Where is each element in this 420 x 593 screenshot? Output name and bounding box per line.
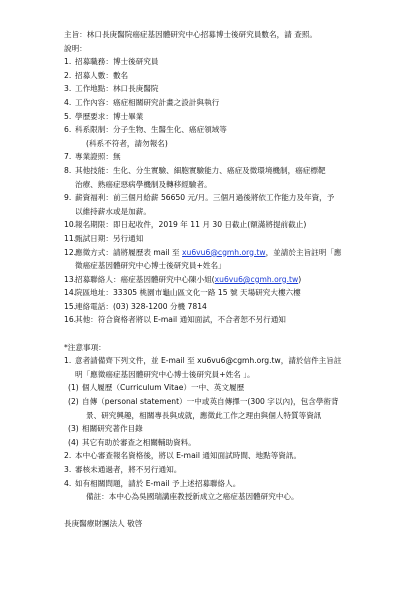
item-text: 其他技能：生化、分生實驗、細胞實驗能力、癌症及微環境機制，癌症標靶 [75, 165, 326, 175]
item-text: 其他：符合資格者將以 E-mail 通知面試，不合者恕不另行通知 [75, 315, 286, 325]
item-number: 8. [64, 165, 72, 175]
email-link[interactable]: xu6vu6@cgmh.org.tw [182, 247, 266, 257]
notice-item [64, 463, 394, 477]
list-item [64, 123, 394, 137]
item-text: 審核未通過者，將不另行通知。 [75, 465, 182, 474]
item-text: 報名期限：即日起收件，2019 年 11 月 30 日截止(額滿將提前截止) [75, 220, 307, 230]
item-number: 13. [64, 274, 77, 284]
item-number: 6. [64, 125, 72, 135]
sub-item [64, 381, 394, 395]
item-number: 5. [64, 111, 72, 121]
item-number: 11. [64, 233, 77, 243]
item-number: 2. [64, 70, 72, 80]
notice-item [64, 477, 394, 491]
sub-item-number: (3) [68, 424, 79, 434]
list-item [64, 82, 394, 96]
sub-item-text: 相關研究著作目錄 [82, 424, 143, 434]
item-text: 科系限制：分子生物、生醫生化、癌症領域等 [75, 125, 227, 135]
item-number: 14. [64, 288, 77, 298]
item-number: 9. [64, 193, 72, 203]
list-item [64, 150, 394, 164]
item-text: 招募職務：博士後研究員 [75, 57, 159, 67]
list-item [64, 273, 394, 287]
notice-item [64, 354, 394, 368]
item-text: 招募聯絡人：癌症基因體研究中心陳小姐( [75, 274, 215, 284]
sub-item [64, 422, 394, 436]
item-text: 如有相關問題，請於 E-mail 予上述招募聯絡人。 [75, 478, 241, 488]
item-continuation: (科系不符者，請勿報名) [86, 138, 168, 148]
list-item [64, 313, 394, 327]
item-continuation: 以維持薪水或是加薪。 [75, 206, 151, 216]
notice-item [64, 449, 394, 463]
sub-item [64, 436, 394, 450]
list-item [64, 164, 394, 178]
item-number: 16. [64, 315, 77, 325]
item-text: 招募人數：數名 [75, 70, 129, 80]
sub-item-text: 其它有助於審查之相關輔助資料。 [82, 437, 196, 447]
item-continuation: 治療、熟癌症惡病學機制及轉移經驗者。 [75, 179, 212, 189]
item-text: ) [298, 274, 302, 284]
item-number: 4. [64, 97, 72, 107]
item-text: ，並請於主旨註明「應 [265, 247, 342, 257]
item-text: 專業證照：無 [75, 152, 121, 162]
list-item [64, 232, 394, 246]
list-item [64, 191, 394, 205]
item-number: 10. [64, 220, 77, 230]
item-text: 學歷要求：博士畢業 [75, 111, 144, 121]
subject-line: 主旨：林口長庚醫院癌症基因體研究中心招募博士後研究員數名，請 查照。 [64, 30, 318, 39]
item-number: 7. [64, 152, 72, 162]
remark: 備註：本中心為吳國瑞講座教授新成立之癌症基因體研究中心。 [86, 492, 299, 502]
item-text: 薪資福利：前三個月給薪 56650 元/月。三個月過後將依工作能力及年資，予 [75, 193, 335, 203]
sub-item-number: (4) [68, 437, 79, 447]
list-item [64, 55, 394, 69]
list-item [64, 218, 394, 232]
item-text: 意者請備齊下列文件，並 E-mail 至 xu6vu6@cgmh.org.tw，請於信件主旨註 [75, 356, 342, 366]
item-continuation: 明「應徵癌症基因體研究中心博士後研究員+姓名 」。 [75, 369, 255, 379]
document-body [64, 28, 394, 531]
list-item [64, 110, 394, 124]
item-text: 甄試日期：另行通知 [75, 233, 144, 243]
notice-label: *注意事項： [64, 342, 106, 352]
item-number: 12. [64, 247, 77, 257]
item-text: 院區地址：33305 桃園市龜山區文化一路 15 號 天場研究大樓六樓 [75, 288, 301, 298]
item-text: 工作內容：癌症相關研究計畫之設計與執行 [75, 97, 220, 107]
sub-item-text: 個人履歷（Curriculum Vitae）一中、英文履歷 [82, 383, 245, 393]
sub-item-number: (2) [68, 397, 79, 407]
item-text: 應徵方式：請將履歷表 mail 至 [75, 247, 183, 257]
item-number: 2. [64, 451, 72, 461]
item-number: 15. [64, 301, 77, 311]
item-number: 1. [64, 356, 72, 366]
item-text: 本中心審查報名資格後，將以 E-mail 通知面試時間、地點等資訊。 [75, 451, 302, 461]
sub-item-text: 自傳（personal statement）一中或英自傳擇一(300 字以內)，包含學術背 [82, 397, 339, 407]
item-number: 1. [64, 57, 72, 67]
item-continuation: 徵癌症基因體研究中心博士後研究員+姓名」 [75, 261, 226, 271]
item-number: 3. [64, 84, 72, 94]
sub-item-number: (1) [68, 383, 79, 393]
item-text: 工作地點：林口長庚醫院 [75, 84, 159, 94]
explain-label: 說明： [64, 43, 87, 53]
list-item [64, 246, 394, 260]
list-item [64, 69, 394, 83]
item-number: 3. [64, 465, 72, 474]
item-text: 連絡電話：(03) 328-1200 分機 7814 [75, 301, 207, 311]
list-item [64, 96, 394, 110]
sub-item [64, 395, 394, 409]
item-number: 4. [64, 478, 72, 488]
item-continuation: 景、研究興趣，相關專長與成就，應徵此工作之理由與個人特質等資訊 [86, 410, 322, 420]
list-item [64, 300, 394, 314]
signature: 長庚醫療財團法人 敬啓 [64, 519, 143, 529]
email-link[interactable]: xu6vu6@cgmh.org.tw [214, 274, 299, 284]
list-item [64, 286, 394, 300]
